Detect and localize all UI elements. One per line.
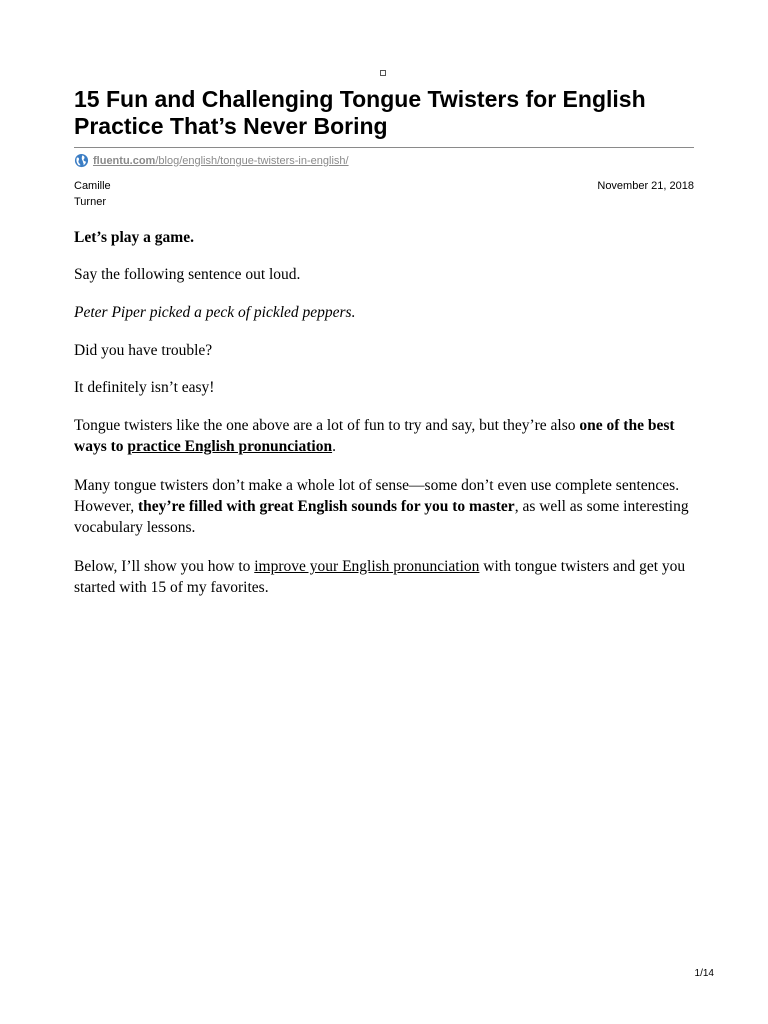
title-divider xyxy=(74,147,694,148)
placeholder-glyph xyxy=(380,70,386,76)
paragraph-tongue-twisters xyxy=(74,415,694,457)
paragraph-statement: It definitely isn’t easy! xyxy=(74,379,215,396)
author-name: Camille Turner xyxy=(74,180,111,208)
p7-text: Many tongue twisters don’t make a whole lot of sense—some don’t even use complete sentences. However, xyxy=(74,477,680,515)
source-url-link[interactable] xyxy=(93,155,349,167)
paragraph-instruction: Say the following sentence out loud. xyxy=(74,266,301,283)
p7-end: , as well as some interesting vocabulary lessons. xyxy=(74,498,689,536)
paragraph-below xyxy=(74,556,694,598)
source-domain: fluentu.com xyxy=(93,154,156,167)
practice-pronunciation-link[interactable]: practice English pronunciation xyxy=(127,438,333,455)
paragraph-example-sentence xyxy=(74,302,694,323)
paragraph-intro xyxy=(74,227,694,248)
publish-date: November 21, 2018 xyxy=(597,180,694,192)
globe-icon xyxy=(74,153,89,168)
intro-bold: Let’s play a game. xyxy=(74,229,194,246)
p7-bold: they’re filled with great English sounds for you to master xyxy=(137,498,515,515)
p8-end: with tongue twisters and get you started with 15 of my favorites. xyxy=(74,558,686,596)
paragraph-question: Did you have trouble? xyxy=(74,342,213,359)
p8-text: Below, I’ll show you how to xyxy=(74,558,255,575)
paragraph-sense xyxy=(74,475,694,538)
source-path: /blog/english/tongue-twisters-in-english/ xyxy=(155,154,349,167)
improve-pronunciation-link[interactable]: improve your English pronunciation xyxy=(254,558,480,575)
example-sentence: Peter Piper picked a peck of pickled peppers. xyxy=(74,304,356,321)
source-link-row xyxy=(74,153,349,168)
p6-text: Tongue twisters like the one above are a lot of fun to try and say, but they’re also xyxy=(74,417,580,434)
page-number: 1/14 xyxy=(694,968,714,979)
article-title: 15 Fun and Challenging Tongue Twisters for English Practice That’s Never Boring xyxy=(74,86,646,139)
p6-end: . xyxy=(332,438,336,455)
p6-bold-text: one of the best ways to xyxy=(74,417,675,455)
